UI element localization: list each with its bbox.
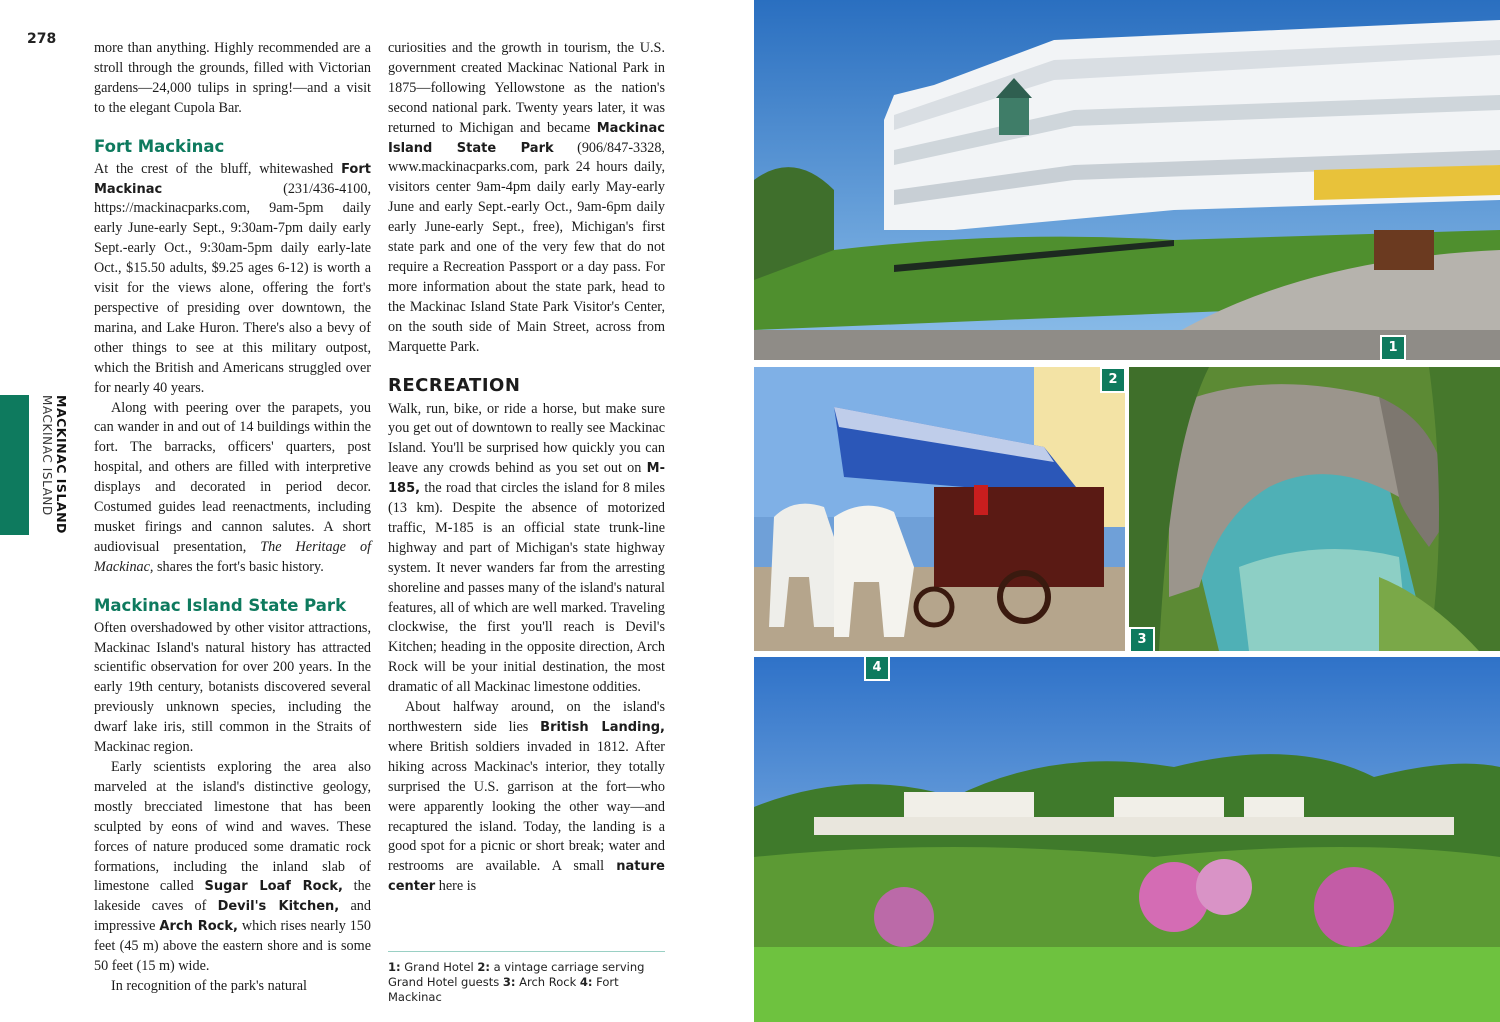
intro-paragraph: more than anything. Highly recommended are a stroll through the grounds, filled with Victorian gardens—24,000 tulips in spring!—and a visit to the elegant Cupola Bar.: [94, 40, 371, 116]
fort-paragraph-2: Along with peering over the parapets, you can wander in and out of 14 buildings within the fort. The barracks, officers' quarters, post hospital, and others are filled with interpretive displays and decorated in period decor. Costumed guides lead reenactments, including musket firings and cannon salutes. A short audiovisual presentation, The Heritage of Mackinac, shares the fort's basic history.: [94, 399, 372, 575]
section-label-main: MACKINAC ISLAND: [54, 395, 69, 534]
photo-badge-3: 3: [1129, 627, 1155, 651]
photo-grand-hotel: [754, 0, 1500, 360]
section-label-sub: MACKINAC ISLAND: [40, 395, 54, 516]
recreation-paragraph-1: Walk, run, bike, or ride a horse, but make sure you get out of downtown to really see Mackinac Island. You'll be surprised how quickly you can leave any crowds behind as you set out on M-185, the road that circles the island for 8 miles (13 km). Despite the absence of motorized traffic, M-185 is an official state trunk-line highway and part of Michigan's state highway system. It never wanders far from the arresting shoreline and passes many of the island's natural features, all of which are well marked. Traveling clockwise, the first you'll reach is Devil's Kitchen; heading in the opposite direction, Arch Rock will be your initial destination, the most dramatic of all Mackinac limestone oddities.: [388, 400, 665, 696]
section-label: [38, 395, 68, 535]
fort-mackinac-heading: Fort Mackinac: [94, 136, 225, 156]
state-park-heading: Mackinac Island State Park: [94, 595, 347, 615]
park-continued-paragraph: curiosities and the growth in tourism, the U.S. government created Mackinac National Park in 1875—following Yellowstone as the nation's second national park. Twenty years later, it was returned to Michigan and became Mackinac Island State Park (906/847-3328, www.mackinacparks.com, park 24 hours daily, visitors center 9am-4pm daily early May-early June and early Sept.-early Oct., 9am-6pm daily early June-early Sept., free), Michigan's first state park and one of the very few that do not require a Recreation Passport or a day pass. For more information about the state park, head to the Mackinac Island State Park Visitor's Center, on the south side of Main Street, across from Marquette Park.: [388, 40, 665, 355]
fort-paragraph-1: At the crest of the bluff, whitewashed Fort Mackinac (231/436-4100, https://mackinacparks.com, 9am-5pm daily early June-early Sept., 9:30am-7pm daily early Sept.-early Oct., 9:30am-5pm daily early-late Oct., $15.50 adults, $9.25 ages 6-12) is worth a visit for the views alone, offering the fort's perspective of presiding over downtown, the marina, and Lake Huron. There's also a bevy of other things to see at this military outpost, which the British and Americans struggled over for nearly 40 years.: [94, 160, 371, 396]
text-column-left: [94, 39, 371, 997]
photo-badge-1: 1: [1380, 335, 1406, 360]
photo-carriage: [754, 367, 1125, 651]
text-column-right: [388, 39, 665, 897]
park-paragraph-3: In recognition of the park's natural: [111, 977, 307, 994]
photo-caption: 1: Grand Hotel 2: a vintage carriage serving Grand Hotel guests 3: Arch Rock 4: Fort Mackinac: [388, 960, 645, 1004]
photo-fort-mackinac: [754, 657, 1500, 1022]
section-tab: [0, 395, 29, 535]
photo-badge-2: 2: [1100, 367, 1125, 393]
recreation-heading: RECREATION: [388, 374, 521, 396]
photo-badge-4: 4: [864, 657, 890, 681]
park-paragraph-2: Early scientists exploring the area also marveled at the island's distinctive geology, mostly brecciated limestone that has been sculpted by eons of wind and waves. These forces of nature produced some dramatic rock formations, including the inland slab of limestone called Sugar Loaf Rock, the lakeside caves of Devil's Kitchen, and impressive Arch Rock, which rises nearly 150 feet (45 m) above the eastern shore and is some 50 feet (15 m) wide.: [94, 759, 371, 975]
page-number: 278: [27, 31, 57, 47]
caption-divider: [388, 951, 665, 952]
recreation-paragraph-2: About halfway around, on the island's northwestern side lies British Landing, where British soldiers invaded in 1812. After hiking across Mackinac's interior, they totally surprised the U.S. garrison at the fort—who were apparently looking the other way—and recaptured the island. Today, the landing is a good spot for a picnic or short break; water and restrooms are available. A small nature center here is: [388, 699, 665, 895]
park-paragraph-1: Often overshadowed by other visitor attractions, Mackinac Island's natural history has attracted scientific observation for over 200 years. In the early 19th century, botanists discovered several previously unknown species, including the dwarf lake iris, still common in the Straits of Mackinac region.: [94, 619, 371, 756]
photo-arch-rock: [1129, 367, 1500, 651]
